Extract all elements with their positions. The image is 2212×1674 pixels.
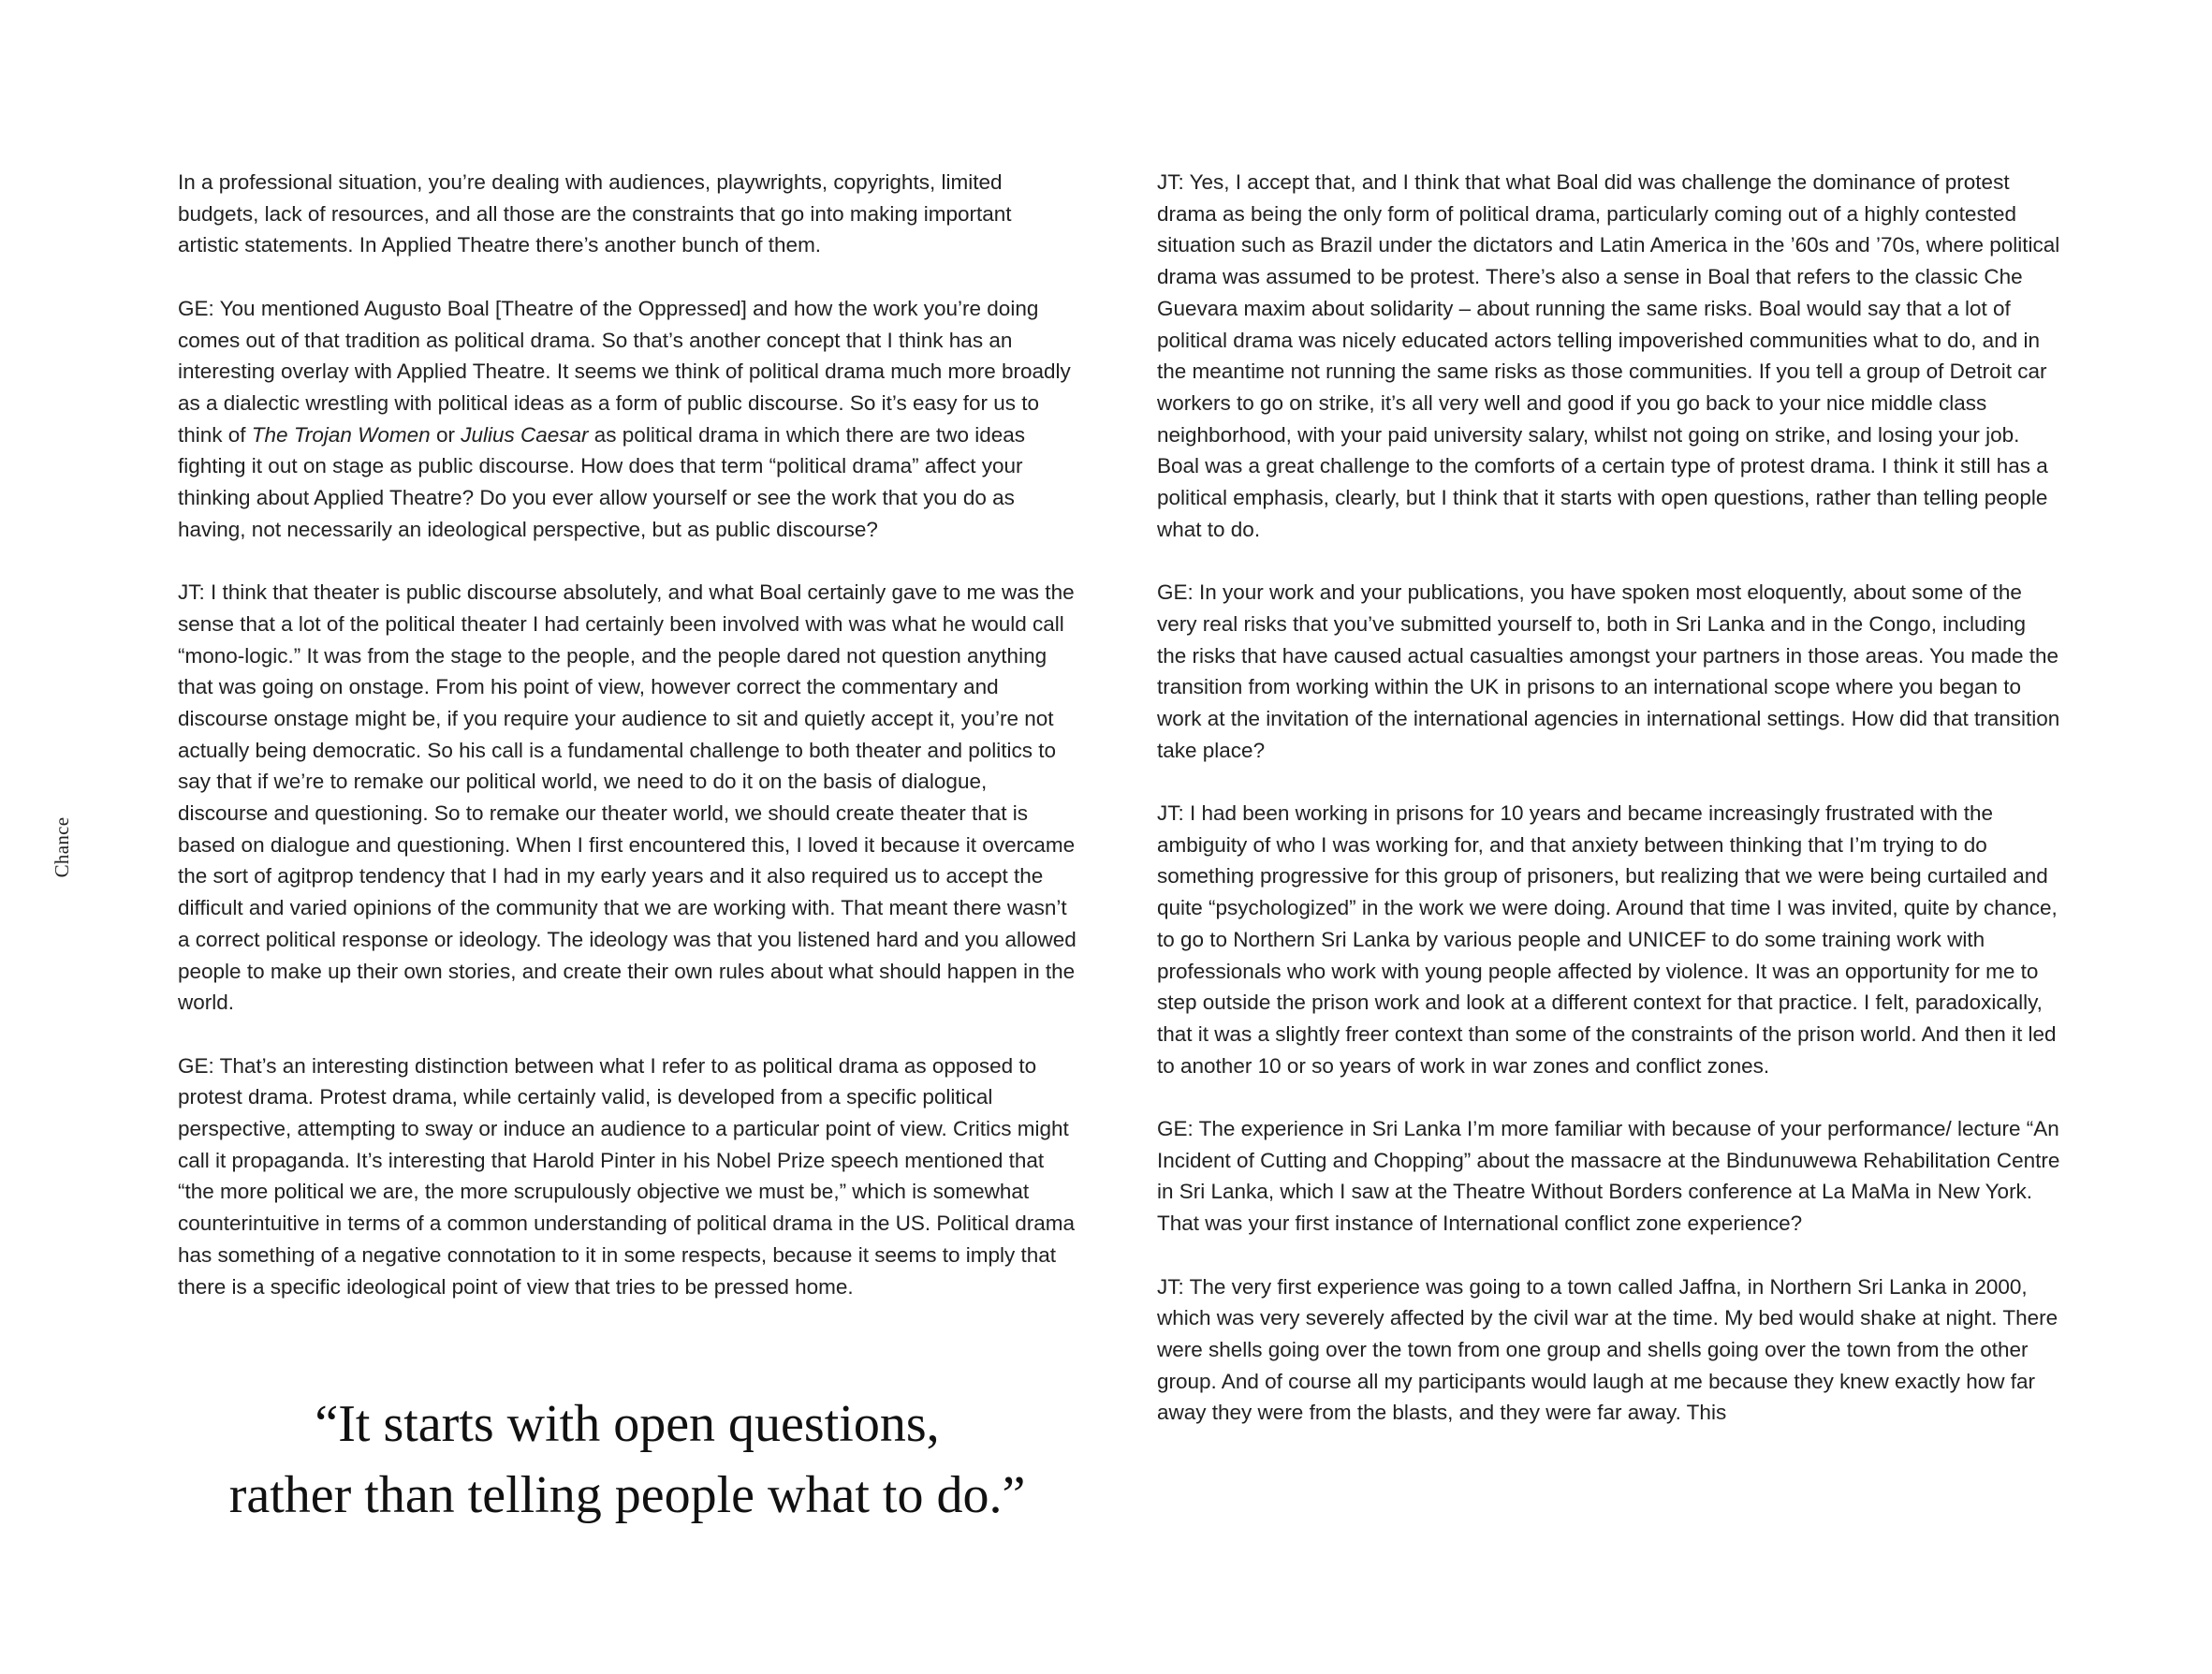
paragraph: GE: In your work and your publications, you have spoken most eloquently, about some of the very real risks that you’ve submitted yourself to, both in Sri Lanka and in the Congo, including the risks that have caused actual casualties amongst your partners in those areas. You made the transition from working within the UK in prisons to an international scope where you began to work at the invitation of the international agencies in international settings. How did that transition take place? bbox=[1157, 580, 2060, 762]
paragraph: GE: The experience in Sri Lanka I’m more familiar with because of your performance/ lecture “An Incident of Cutting and Chopping” about the massacre at the Bindunuwewa Rehabilitation Centre in Sri Lanka, which I saw at the Theatre Without Borders conference at La MaMa in New York. That was your first instance of International conflict zone experience? bbox=[1157, 1117, 2060, 1236]
paragraph-text: GE: You mentioned Augusto Boal [Theatre of the Oppressed] and how the work you’re doing comes out of that tradition as political drama. So that’s another concept that I think has an interesting overlay with Applied Theatre. It seems we think of political drama much more broadly as a dialectic wrestling with political ideas as a form of public discourse. So it’s easy for us to think of bbox=[178, 296, 1071, 447]
pull-quote bbox=[178, 1388, 1077, 1531]
right-column bbox=[1157, 167, 2060, 1461]
paragraph: JT: Yes, I accept that, and I think that what Boal did was challenge the dominance of protest drama as being the only form of political drama, particularly coming out of a highly contested situation such as Brazil under the dictators and Latin America in the ’60s and ’70s, where political drama was assumed to be protest. There’s also a sense in Boal that refers to the classic Che Guevara maxim about solidarity – about running the same risks. Boal would say that a lot of political drama was nicely educated actors telling impoverished communities what to do, and in the meantime not running the same risks as those communities. If you tell a group of Detroit car workers to go on strike, it’s all very well and good if you go back to your nice middle class neighborhood, with your paid university salary, whilst not going on strike, and losing your job. Boal was a great challenge to the comforts of a certain type of protest drama. I think it still has a political emphasis, clearly, but I think that it starts with open questions, rather than telling people what to do. bbox=[1157, 170, 2060, 541]
paragraph-text: or bbox=[430, 422, 461, 447]
paragraph: In a professional situation, you’re dealing with audiences, playwrights, copyrights, limited budgets, lack of resources, and all those are the constraints that go into making important artistic statements. In Applied Theatre there’s another bunch of them. bbox=[178, 170, 1012, 257]
paragraph: GE: That’s an interesting distinction between what I refer to as political drama as opposed to protest drama. Protest drama, while certainly valid, is developed from a specific political perspective, attempting to sway or induce an audience to a particular point of view. Critics might call it propaganda. It’s interesting that Harold Pinter in his Nobel Prize speech mentioned that “the more political we are, the more scrupulously objective we must be,” which is somewhat counterintuitive in terms of a common understanding of political drama in the US. Political drama has something of a negative connotation to it in some respects, because it seems to imply that there is a specific ideological point of view that tries to be pressed home. bbox=[178, 1053, 1075, 1299]
pull-quote-line: rather than telling people what to do.” bbox=[228, 1466, 1026, 1524]
pull-quote-line: “It starts with open questions, bbox=[315, 1395, 940, 1453]
paragraph bbox=[178, 293, 1077, 546]
paragraph: JT: The very first experience was going to a town called Jaffna, in Northern Sri Lanka in 2000, which was very severely affected by the civil war at the time. My bed would shake at night. There were shells going over the town from one group and shells going over the town from the other group. And of course all my participants would laugh at me because they knew exactly how far away they were from the blasts, and they were far away. This bbox=[1157, 1274, 2058, 1425]
paragraph: JT: I think that theater is public discourse absolutely, and what Boal certainly gave to me was the sense that a lot of the political theater I had certainly been involved with was what he would call “mono-logic.” It was from the stage to the people, and the people dared not question anything that was going on onstage. From his point of view, however correct the commentary and discourse onstage might be, if you require your audience to sit and quietly accept it, you’re not actually being democratic. So his call is a fundamental challenge to both theater and politics to say that if we’re to remake our political world, we need to do it on the basis of dialogue, discourse and questioning. So to remake our theater world, we should create theater that is based on dialogue and questioning. When I first encountered this, I loved it because it overcame the sort of agitprop tendency that I had in my early years and it also required us to accept the difficult and varied opinions of the community that we are working with. That meant there wasn’t a correct political response or ideology. The ideology was that you listened hard and you allowed people to make up their own stories, and create their own rules about what should happen in the world. bbox=[178, 580, 1077, 1015]
paragraph-text: as political drama in which there are two ideas fighting it out on stage as public discourse. How does that term “political drama” affect your thinking about Applied Theatre? Do you ever allow yourself or see the work that you do as having, not necessarily an ideological perspective, but as public discourse? bbox=[178, 422, 1026, 541]
left-column bbox=[178, 167, 1077, 1334]
paragraph: JT: I had been working in prisons for 10 years and became increasingly frustrated with the ambiguity of who I was working for, and that anxiety between thinking that I’m trying to do something progressive for this group of prisoners, but realizing that we were being curtailed and quite “psychologized” in the work we were doing. Around that time I was invited, quite by chance, to go to Northern Sri Lanka by various people and UNICEF to do some training work with professionals who work with young people affected by violence. It was an opportunity for me to step outside the prison work and look at a different context for that practice. I felt, paradoxically, that it was a slightly freer context than some of the constraints of the prison world. And then it led to another 10 or so years of work in war zones and conflict zones. bbox=[1157, 801, 2058, 1078]
play-title-trojan-women: The Trojan Women bbox=[251, 422, 431, 447]
play-title-julius-caesar: Julius Caesar bbox=[461, 422, 589, 447]
running-head: Chance bbox=[51, 816, 73, 878]
